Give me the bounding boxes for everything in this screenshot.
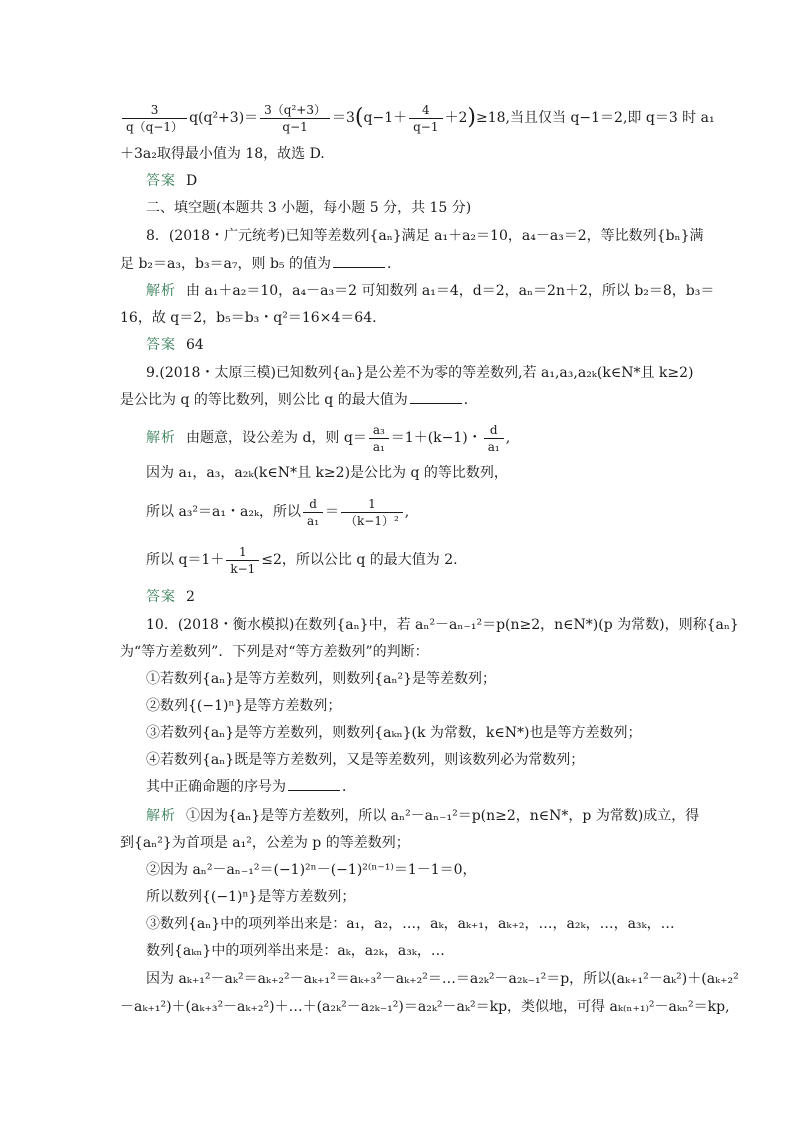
fraction: $\frac{d}{\text{a₁}}$ xyxy=(303,496,323,529)
fraction: $\frac{1}{\text{（k−1）²}}$ xyxy=(341,496,403,529)
fraction: $\frac{d}{\text{a₁}}$ xyxy=(484,422,504,455)
solution-8-line-2: 16，故 q＝2，b₅＝b₃・q²＝16×4＝64. xyxy=(120,310,377,326)
formula-line-1: $\frac{3}{q(q-1)}$ q(q²+3)＝ $\frac{\text{3（q²+3）}}{q-1}$ ＝3(q−1＋ $\frac{4}{q-1}$ ＋2)≥18,当且仅当 q−1＝2,即 q＝3 时 a₁ xyxy=(120,98,715,138)
option-4: ④若数列{aₙ}既是等方差数列，又是等差数列，则该数列必为常数列； xyxy=(146,752,585,768)
option-2: ②数列{(−1)ⁿ}是等方差数列； xyxy=(146,698,342,714)
answer-label: 答案 xyxy=(146,589,176,605)
option-1: ①若数列{aₙ}是等方差数列，则数列{aₙ²}是等差数列； xyxy=(146,671,497,687)
answer-blank xyxy=(410,391,462,404)
question-8-line-1: 8．(2018・广元统考)已知等差数列{aₙ}满足 a₁＋a₂＝10，a₄－a₃＝2，等比数列{bₙ}满 xyxy=(146,228,704,244)
solution-label: 解析 xyxy=(146,283,176,299)
solution-label: 解析 xyxy=(146,430,176,446)
question-10-prompt: 其中正确命题的序号为 ． xyxy=(146,779,356,795)
answer-blank xyxy=(288,778,340,791)
answer-row xyxy=(146,587,195,607)
option-3: ③若数列{aₙ}是等方差数列，则数列{aₖₙ}(k 为常数，k∈N*)也是等方差数列； xyxy=(146,725,642,741)
solution-9-line-2: 因为 a₁，a₃，a₂ₖ(k∈N*且 k≥2)是公比为 q 的等比数列， xyxy=(146,465,508,481)
solution-10-line-1: 解析 ①因为{aₙ}是等方差数列，所以 aₙ²－aₙ₋₁²＝p(n≥2，n∈N*，p 为常数)成立，得 xyxy=(146,808,700,824)
answer-row xyxy=(146,171,197,191)
section-heading: 二、填空题(本题共 3 小题，每小题 5 分，共 15 分) xyxy=(146,200,472,216)
answer-blank xyxy=(333,255,385,268)
formula-line-2: ＋3a₂取得最小值为 18，故选 D. xyxy=(120,146,325,162)
fraction: $\frac{3}{q(q-1)}$ xyxy=(122,102,187,135)
question-8-line-2: 足 b₂＝a₃，b₃＝a₇，则 b₅ 的值为 ． xyxy=(120,256,401,272)
solution-10-line-6: 数列{aₖₙ}中的项列举出来是：aₖ，a₂ₖ，a₃ₖ，… xyxy=(146,943,445,959)
answer-label: 答案 xyxy=(146,337,176,353)
answer-label: 答案 xyxy=(146,173,176,189)
fraction: $\frac{\text{3（q²+3）}}{q-1}$ xyxy=(260,102,330,135)
question-9-line-2: 是公比为 q 的等比数列，则公比 q 的最大值为 ． xyxy=(120,392,478,408)
answer-row xyxy=(146,335,204,355)
answer-value: 64 xyxy=(186,337,204,353)
solution-10-line-4: 所以数列{(−1)ⁿ}是等方差数列； xyxy=(146,889,356,905)
fraction: $\frac{1}{k-1}$ xyxy=(226,544,259,577)
solution-10-line-2: 到{aₙ²}为首项是 a₁²，公差为 p 的等差数列； xyxy=(120,835,410,851)
solution-10-line-7: 因为 aₖ₊₁²－aₖ²＝aₖ₊₂²－aₖ₊₁²＝aₖ₊₃²－aₖ₊₂²＝…＝a₂ₖ²－a₂ₖ₋₁²＝p，所以(aₖ₊₁²－aₖ²)＋(aₖ₊₂² xyxy=(146,971,739,987)
fraction: $\frac{4}{q-1}$ xyxy=(409,102,442,135)
solution-10-line-8: －aₖ₊₁²)＋(aₖ₊₃²－aₖ₊₂²)＋…＋(a₂ₖ²－a₂ₖ₋₁²)＝a₂ₖ²－aₖ²＝kp，类似地，可得 aₖ₍ₙ₊₁₎²－aₖₙ²＝kp, xyxy=(120,999,730,1015)
answer-value: 2 xyxy=(186,589,195,605)
fraction: $\frac{\text{a₃}}{\text{a₁}}$ xyxy=(369,422,389,455)
solution-9-line-3: 所以 a₃²＝a₁・a₂ₖ，所以 $\frac{d}{\text{a₁}}$ ＝ $\frac{1}{\text{（k−1）²}}$ , xyxy=(146,496,410,528)
solution-9-line-1: 解析 由题意，设公差为 d，则 q＝ $\frac{\text{a₃}}{\text{a₁}}$ ＝1＋(k−1)・ $\frac{d}{\text{a₁}}$ , xyxy=(146,422,511,454)
solution-9-line-4: 所以 q＝1＋ $\frac{1}{k-1}$ ≤2，所以公比 q 的最大值为 2. xyxy=(146,544,458,576)
question-10-line-2: 为“等方差数列”．下列是对“等方差数列”的判断： xyxy=(120,644,429,660)
question-10-line-1: 10．(2018・衡水模拟)在数列{aₙ}中，若 aₙ²－aₙ₋₁²＝p(n≥2，n∈N*)(p 为常数)，则称{aₙ} xyxy=(146,617,739,633)
solution-10-line-3: ②因为 aₙ²－aₙ₋₁²＝(−1)²ⁿ－(−1)²⁽ⁿ⁻¹⁾＝1－1＝0， xyxy=(146,862,477,878)
question-9-line-1: 9.(2018・太原三模)已知数列{aₙ}是公差不为零的等差数列,若 a₁,a₃,a₂ₖ(k∈N*且 k≥2) xyxy=(146,365,694,381)
solution-8-line-1: 解析 由 a₁＋a₂＝10，a₄－a₃＝2 可知数列 a₁＝4，d＝2，aₙ＝2n＋2，所以 b₂＝8，b₃＝ xyxy=(146,283,715,299)
answer-value: D xyxy=(186,173,198,189)
solution-label: 解析 xyxy=(146,808,176,824)
solution-10-line-5: ③数列{aₙ}中的项列举出来是：a₁，a₂，…，aₖ，aₖ₊₁，aₖ₊₂，…，a₂ₖ，…，a₃ₖ，… xyxy=(146,916,675,932)
